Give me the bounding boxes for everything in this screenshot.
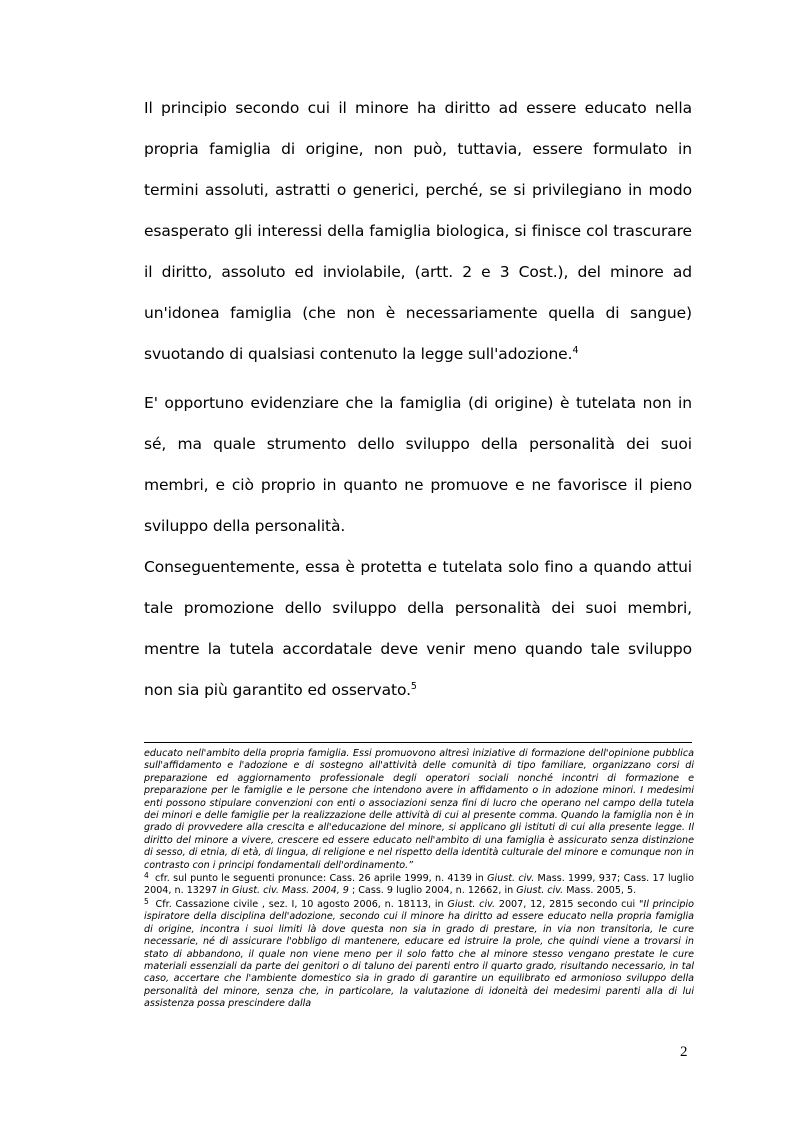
footnote-5-journal: Giust. civ. <box>447 898 496 910</box>
footnote-4-journal-3: Giust. civ. <box>516 885 564 897</box>
footnote-5 <box>144 896 694 1011</box>
footnote-5-text-1: Cfr. Cassazione civile , sez. I, 10 agosto 2006, n. 18113, in <box>151 898 448 910</box>
paragraph-3 <box>144 547 692 711</box>
paragraph-1-text: Il principio secondo cui il minore ha diritto ad essere educato nella propria famiglia di origine, non può, tuttavia, essere formulato in termini assoluti, astratti o generici, perché, se si privilegiano in modo esasperato gli interessi della famiglia biologica, si finisce col trascurare il diritto, assoluto ed inviolabile, (artt. 2 e 3 Cost.), del minore ad un'idonea famiglia (che non è necessariamente quella di sangue) svuotando di qualsiasi contenuto la legge sull'adozione. <box>144 99 692 363</box>
paragraph-1 <box>144 88 692 375</box>
footnote-4-text-3: ; Cass. 9 luglio 2004, n. 12662, in <box>348 885 517 897</box>
paragraph-2-text: E' opportuno evidenziare che la famiglia (di origine) è tutelata non in sé, ma quale strumento dello sviluppo della personalità dei suoi membri, e ciò proprio in quanto ne promuove e ne favorisce il pieno sviluppo della personalità. <box>144 394 692 535</box>
footnotes-section <box>144 748 694 1011</box>
footnote-4-journal-1: Giust. civ. <box>487 873 535 885</box>
paragraph-2 <box>144 383 692 547</box>
footnote-5-text-2: 2007, 12, 2815 secondo cui <box>495 898 639 910</box>
footnote-ref-5[interactable]: 5 <box>410 681 417 692</box>
footnote-4 <box>144 873 694 898</box>
footnote-separator <box>144 742 692 743</box>
footnote-4-text-4: Mass. 2005, 5. <box>563 885 637 897</box>
footnote-5-mark: 5 <box>144 896 149 906</box>
footnote-continuation: educato nell'ambito della propria famiglia. Essi promuovono altresì iniziative di formazione dell'opinione pubblica sull'affidamento e l'adozione e di sostegno all'attività delle comunità di tipo familiare, organizzano corsi di preparazione ed aggiornamento professionale degli operatori sociali nonché incontri di formazione e preparazione per le famiglie e le persone che intendono avere in affidamento o in adozione minori. I medesimi enti possono stipulare convenzioni con enti o associazioni senza fini di lucro che operano nel campo della tutela dei minori e delle famiglie per la realizzazione delle attività di cui al presente comma. Quando la famiglia non è in grado di provvedere alla crescita e all'educazione del minore, si applicano gli istituti di cui alla presente legge. Il diritto del minore a vivere, crescere ed essere educato nell'ambito di una famiglia è assicurato senza distinzione di sesso, di etnia, di età, di lingua, di religione e nel rispetto della identità culturale del minore e comunque non in contrasto con i principi fondamentali dell'ordinamento.” <box>144 748 694 871</box>
footnote-5-quote: "Il principio ispiratore della disciplina dell'adozione, secondo cui il minore ha diritto ad essere educato nella propria famiglia di origine, incontra i suoi limiti là dove questa non sia in grado di prestare, in via non transitoria, le cure necessarie, né di assicurare l'obbligo di mantenere, educare ed istruire la prole, che quindi viene a trovarsi in stato di abbandono, il quale non viene meno per il solo fatto che al minore stesso vengano prestate le cure materiali essenziali da parte dei genitori o di taluno dei parenti entro il quarto grado, risultando necessario, in tal caso, accertare che l'ambiente domestico sia in grado di garantire un equilibrato ed armonioso sviluppo della personalità del minore, senza che, in particolare, la valutazione di idoneità dei medesimi parenti alla di lui assistenza possa prescindere dalla <box>144 898 694 1010</box>
paragraph-3-text: Conseguentemente, essa è protetta e tutelata solo fino a quando attui tale promozione dello sviluppo della personalità dei suoi membri, mentre la tutela accordatale deve venir meno quando tale sviluppo non sia più garantito ed osservato. <box>144 558 692 699</box>
footnote-4-mark: 4 <box>144 871 149 881</box>
footnote-4-text-1: cfr. sul punto le seguenti pronunce: Cass. 26 aprile 1999, n. 4139 in <box>151 873 488 885</box>
footnote-4-journal-2: in Giust. civ. Mass. 2004, 9 <box>220 885 349 897</box>
footnote-ref-4[interactable]: 4 <box>572 345 579 356</box>
footnote-4-text-2: Mass. 1999, 937; Cass. 17 luglio 2004, n. 13297 <box>144 873 694 897</box>
page-number: 2 <box>680 1044 688 1060</box>
